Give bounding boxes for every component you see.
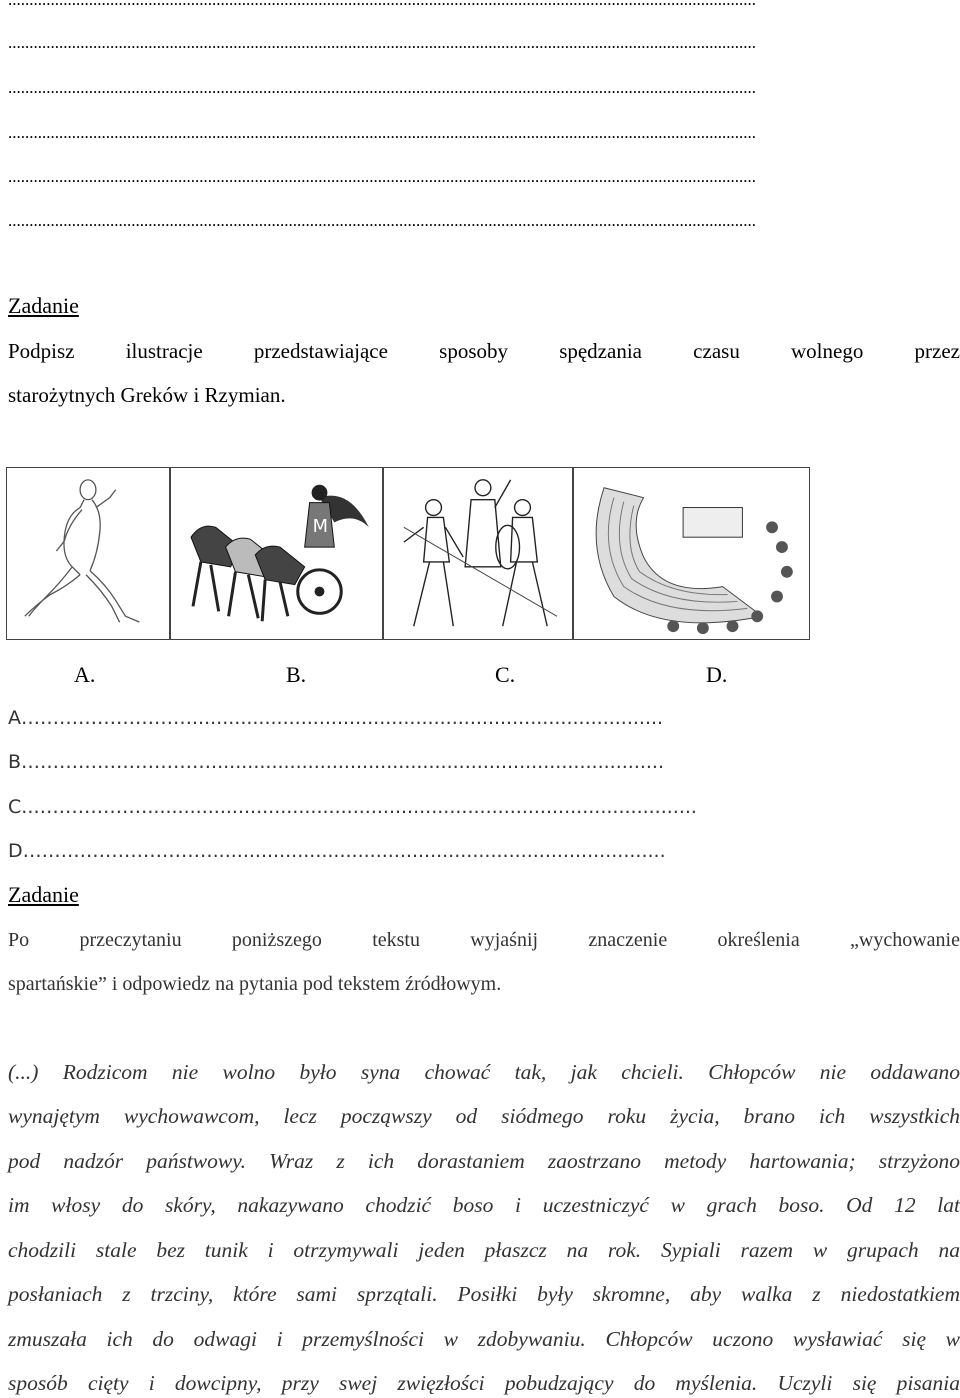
source-text-line: im włosy do skóry, nakazywano chodzić boso i uczestniczyć w grach boso. Od 12 lat (8, 1193, 960, 1217)
chariot-race-illustration (170, 467, 383, 640)
task2-instruction-line2: spartańskie” i odpowiedz na pytania pod tekstem źródłowym. (8, 973, 502, 995)
dotted-line: ................................................................................................................................................................................ (8, 211, 756, 230)
source-text-line: posłaniach z trzciny, które sami sprzątali. Posiłki były skromne, aby walka z niedostatkiem (8, 1282, 960, 1306)
answer-line-d[interactable]: D…………………………........................................................................... (8, 840, 666, 862)
answer-line-c[interactable]: C..………………........................................................................................... (8, 796, 697, 818)
source-text-line: chodzili stale bez tunik i otrzymywali jeden płaszcz na rok. Sypiali razem w grupach na (8, 1238, 960, 1262)
label-a: A. (74, 662, 96, 687)
runner-illustration (6, 467, 170, 640)
label-d: D. (706, 662, 728, 687)
task1-instruction-line1: Podpisz ilustracje przedstawiające sposoby spędzania czasu wolnego przez (8, 339, 960, 363)
runner-icon (7, 468, 169, 639)
answer-line-b[interactable]: B…………………………........................................................................... (8, 751, 665, 773)
task1-instruction-line2: starożytnych Greków i Rzymian. (8, 383, 286, 407)
label-c: C. (495, 662, 516, 687)
source-text-line: wynajętym wychowawcom, lecz począwszy od siódmego roku życia, brano ich wszystkich (8, 1104, 960, 1128)
theatre-illustration (573, 467, 810, 640)
task2-heading: Zadanie (8, 882, 79, 907)
task1-heading: Zadanie (8, 293, 79, 318)
answer-line-a[interactable]: A……………………….............................................................................. (8, 707, 664, 729)
source-text-line: sposób cięty i dowcipny, przy swej zwięzłości pobudzający do myślenia. Uczyli się pisania (8, 1371, 960, 1395)
source-text-line: pod nadzór państwowy. Wraz z ich dorastaniem zaostrzano metody hartowania; strzyżono (8, 1149, 960, 1173)
source-text-line: zmuszała ich do odwagi i przemyślności w zdobywaniu. Chłopców uczono wysławiać się w (8, 1327, 960, 1351)
gladiators-icon (384, 468, 572, 639)
dotted-line: ................................................................................................................................................................................ (8, 78, 756, 97)
dotted-line (8, 0, 958, 10)
label-b: B. (286, 662, 307, 687)
theatre-icon (574, 468, 809, 639)
dotted-line: ................................................................................................................................................................................ (8, 33, 756, 52)
source-text-line: (...) Rodzicom nie wolno było syna chować tak, jak chcieli. Chłopców nie oddawano (8, 1060, 960, 1084)
dotted-line: ................................................................................................................................................................................ (8, 123, 756, 142)
chariot-icon (171, 468, 382, 639)
gladiators-illustration (383, 467, 573, 640)
dotted-line: ................................................................................................................................................................................ (8, 167, 756, 186)
task2-instruction-line1: Po przeczytaniu poniższego tekstu wyjaśnij znaczenie określenia „wychowanie (8, 929, 960, 951)
svg-text:M: M (312, 516, 328, 538)
